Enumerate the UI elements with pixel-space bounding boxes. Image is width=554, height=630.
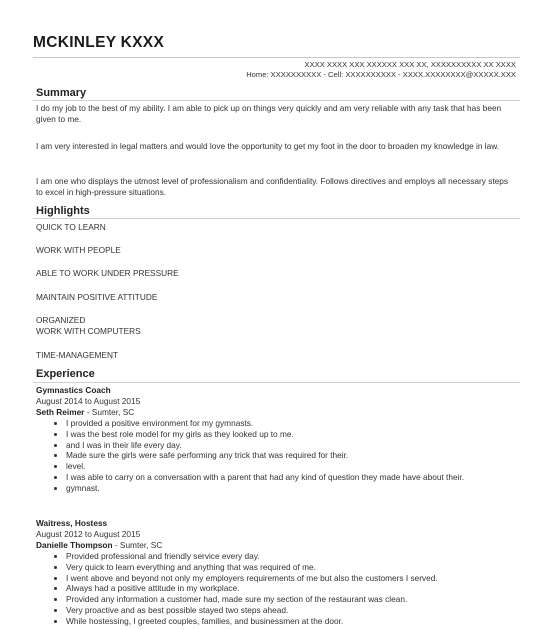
employer-name: Seth Reimer: [36, 407, 85, 417]
list-item: • Very proactive and as best possible stayed two steps ahead.: [66, 605, 526, 616]
employer-location: - Sumter, SC: [84, 407, 135, 417]
highlight-item: ABLE TO WORK UNDER PRESSURE: [36, 268, 179, 278]
list-item: • Provided any information a customer had, made sure my section of the restaurant was clean.: [66, 594, 526, 605]
highlights-divider: [33, 218, 520, 219]
job-title: Waitress, Hostess: [36, 518, 108, 528]
job-title: Gymnastics Coach: [36, 385, 111, 395]
list-item: • gymnast.: [66, 483, 526, 494]
job-employer: [36, 540, 162, 550]
job-employer: [36, 407, 134, 417]
list-item: • I was able to carry on a conversation with a parent that had any kind of question they made have about their.: [66, 472, 526, 483]
address-line: XXXX XXXX XXX XXXXXX XXX XX, XXXXXXXXXX XX XXXX: [304, 60, 516, 69]
job-bullet-list: [48, 418, 526, 494]
summary-paragraph: I am very interested in legal matters and would love the opportunity to get my foot in the door to broaden my knowledge in law.: [36, 141, 500, 151]
highlight-item: TIME-MANAGEMENT: [36, 350, 119, 360]
summary-divider: [33, 100, 520, 101]
highlight-item: WORK WITH COMPUTERS: [36, 326, 141, 336]
highlight-item: QUICK TO LEARN: [36, 222, 106, 232]
experience-divider: [33, 382, 520, 383]
header-divider: [33, 57, 520, 58]
highlight-item: WORK WITH PEOPLE: [36, 245, 121, 255]
job-bullet-list: [48, 551, 526, 627]
employer-location: - Sumter, SC: [112, 540, 163, 550]
list-item: • level.: [66, 461, 526, 472]
contact-line: Home: XXXXXXXXXX - Cell: XXXXXXXXXX - XXXX.XXXXXXXX@XXXXX.XXX: [246, 70, 516, 79]
list-item: • Provided professional and friendly service every day.: [66, 551, 526, 562]
summary-paragraph: I do my job to the best of my ability. I am able to pick up on things very quickly and am very reliable with any task that has been given to me.: [36, 103, 502, 125]
highlights-heading: Highlights: [36, 205, 90, 217]
list-item: • I provided a positive environment for my gymnasts.: [66, 418, 526, 429]
job-dates: August 2012 to August 2015: [36, 529, 141, 539]
job-dates: August 2014 to August 2015: [36, 396, 141, 406]
list-item: • and I was in their life every day.: [66, 440, 526, 451]
list-item: • Made sure the girls were safe performing any trick that was required for their.: [66, 450, 526, 461]
list-item: • I went above and beyond not only my employers requirements of me but also the customers I served.: [66, 573, 526, 584]
list-item: • While hostessing, I greeted couples, families, and businessmen at the door.: [66, 616, 526, 627]
highlight-item: ORGANIZED: [36, 315, 86, 325]
candidate-name: MCKINLEY KXXX: [33, 34, 165, 51]
summary-paragraph: I am one who displays the utmost level of professionalism and confidentiality. Follows directives and employs all necessary steps to excel in high-pressure situations.: [36, 176, 509, 198]
experience-heading: Experience: [36, 368, 95, 380]
summary-heading: Summary: [36, 87, 87, 99]
highlight-item: MAINTAIN POSITIVE ATTITUDE: [36, 292, 158, 302]
list-item: • Very quick to learn everything and anything that was required of me.: [66, 562, 526, 573]
list-item: • I was the best role model for my girls as they looked up to me.: [66, 429, 526, 440]
list-item: • Always had a positive attitude in my workplace.: [66, 583, 526, 594]
employer-name: Danielle Thompson: [36, 540, 113, 550]
